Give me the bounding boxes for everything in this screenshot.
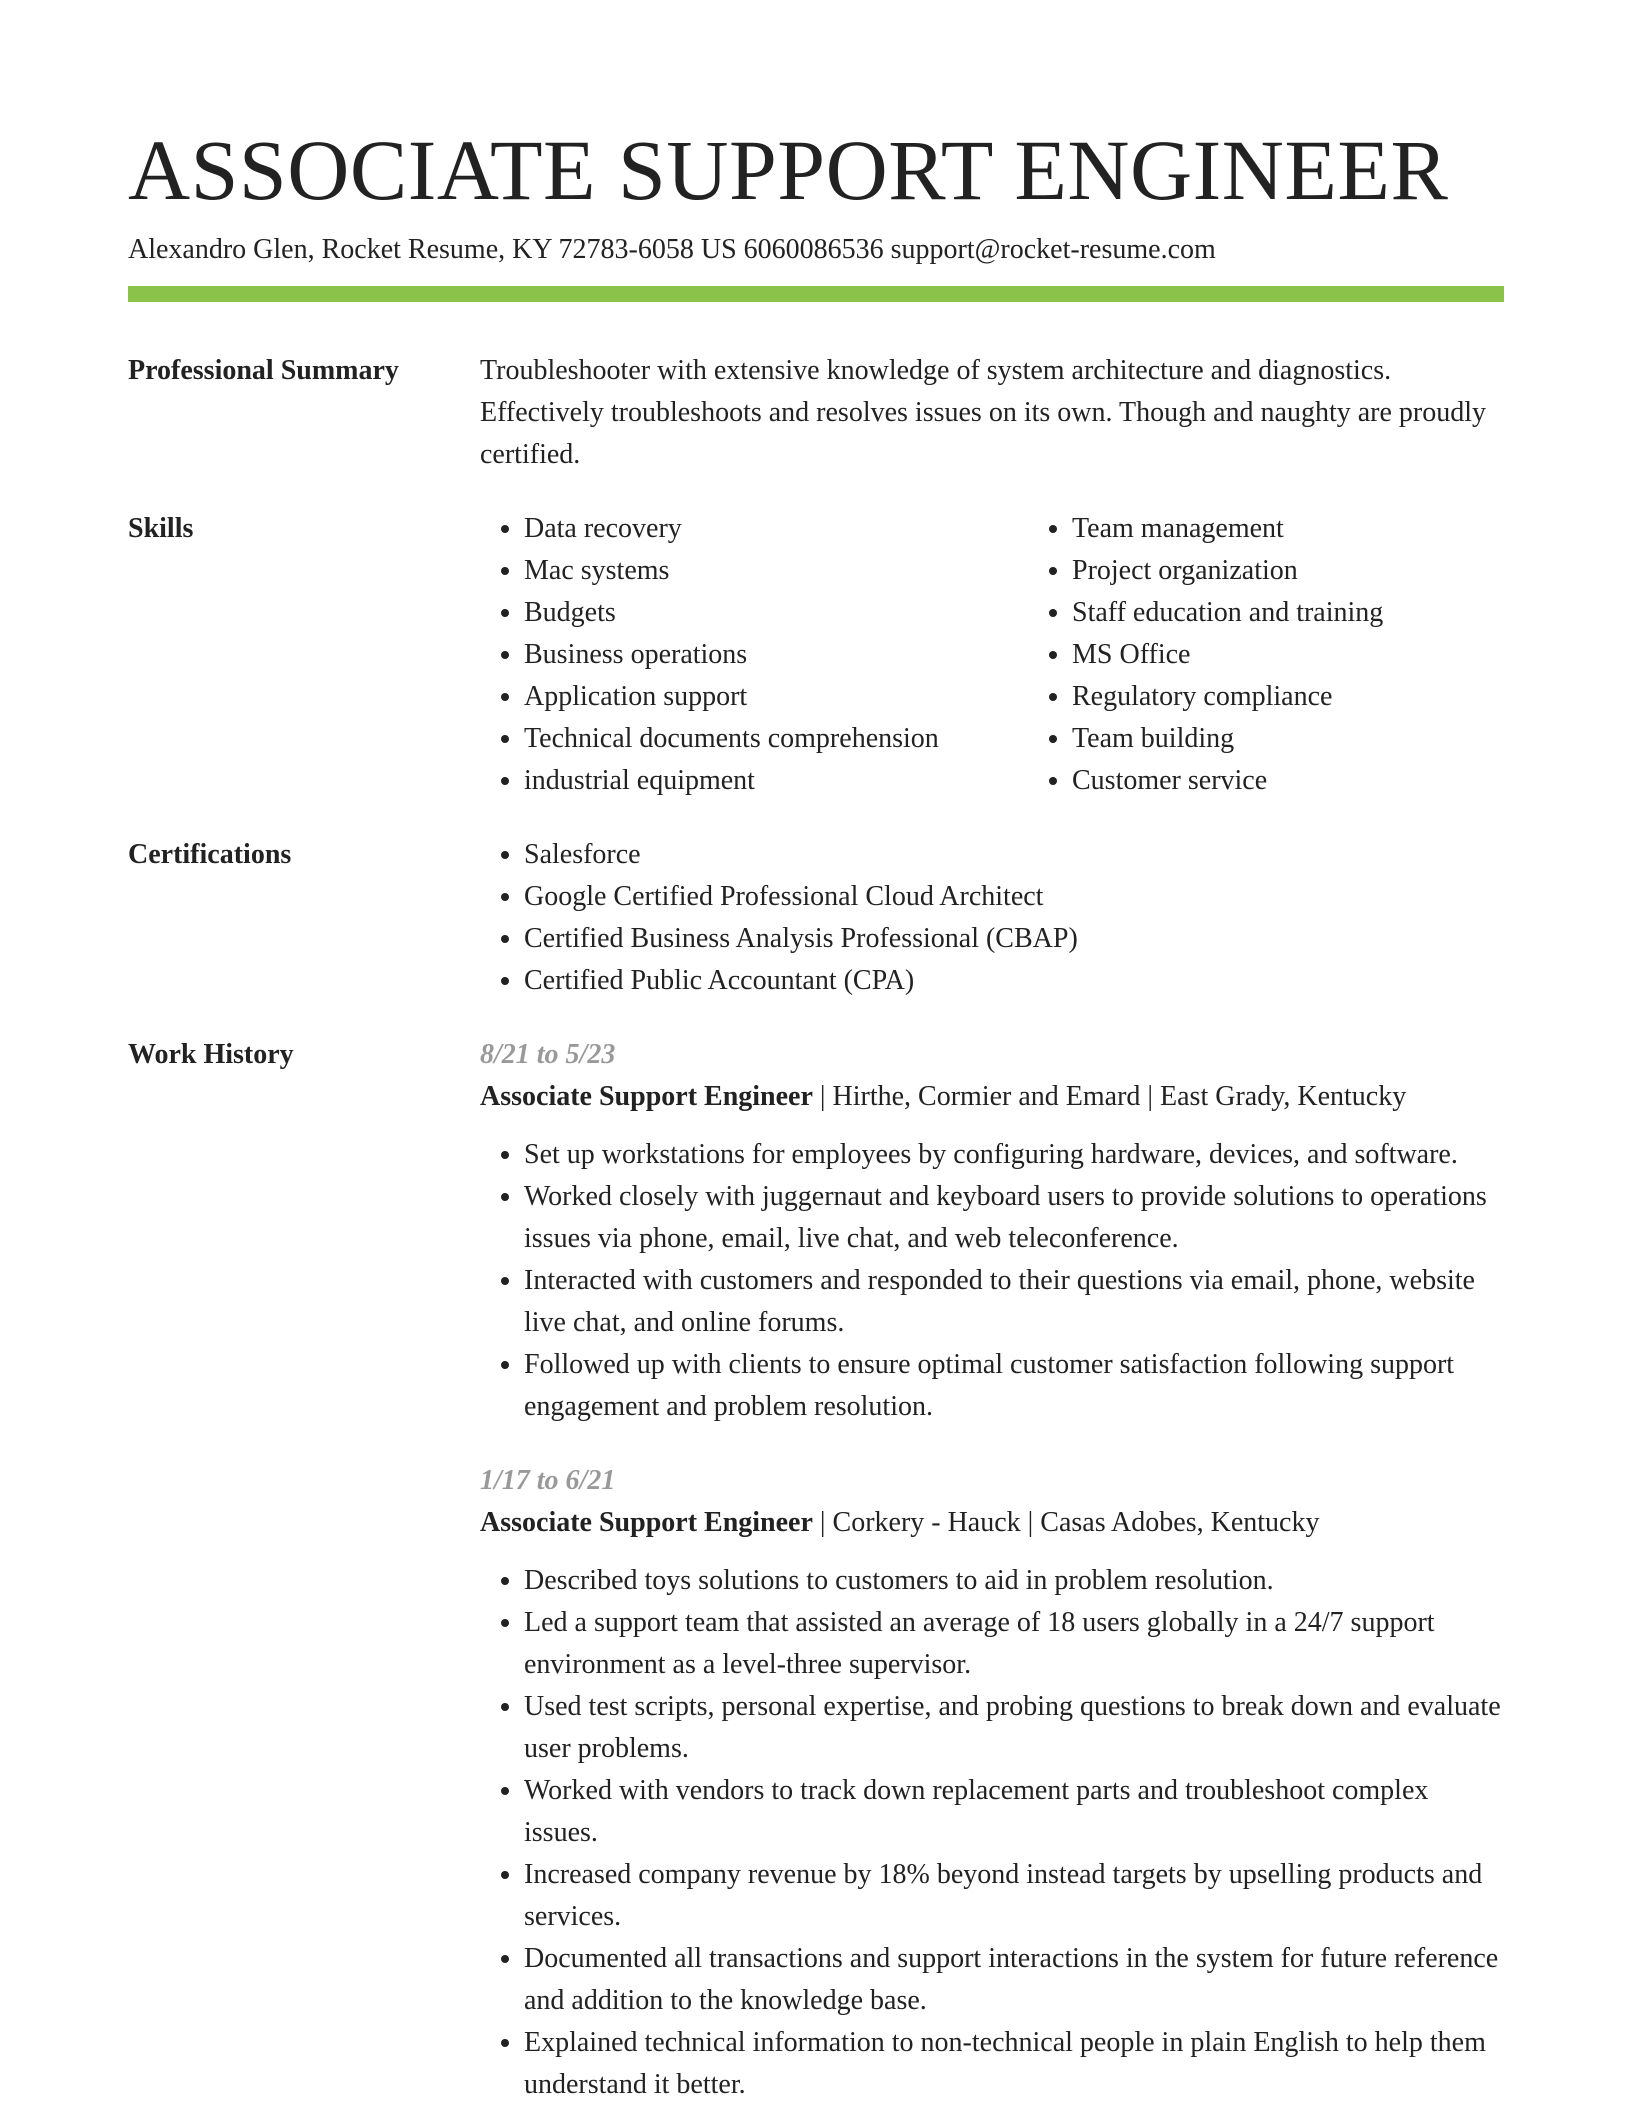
job-entry xyxy=(480,1460,1504,2106)
section-label-work-history: Work History xyxy=(128,1039,294,1070)
job-title: Associate Support Engineer xyxy=(480,1507,813,1538)
skill-item: • Business operations xyxy=(524,634,1028,676)
job-bullet: • Followed up with clients to ensure optimal customer satisfaction following support engagement and problem resolution. xyxy=(524,1344,1504,1428)
certification-item: • Google Certified Professional Cloud Architect xyxy=(524,876,1504,918)
skill-item: • Data recovery xyxy=(524,508,1028,550)
job-details: | Hirthe, Cormier and Emard | East Grady, Kentucky xyxy=(812,1081,1407,1112)
certifications-section xyxy=(128,834,1504,1002)
skill-item: • Mac systems xyxy=(524,550,1028,592)
skill-item: • industrial equipment xyxy=(524,760,1028,802)
summary-text: Troubleshooter with extensive knowledge of system architecture and diagnostics. Effectively troubleshoots and resolves issues on its own. Though and naughty are proudly certified. xyxy=(480,355,1487,470)
job-details: | Corkery - Hauck | Casas Adobes, Kentucky xyxy=(812,1507,1320,1538)
job-bullet: • Worked with vendors to track down replacement parts and troubleshoot complex issues. xyxy=(524,1770,1504,1854)
skill-item: • Regulatory compliance xyxy=(1072,676,1576,718)
job-bullet: • Increased company revenue by 18% beyond instead targets by upselling products and services. xyxy=(524,1854,1504,1938)
accent-divider xyxy=(128,286,1504,302)
skill-item: • Team management xyxy=(1072,508,1576,550)
skill-item: • Application support xyxy=(524,676,1028,718)
certifications-list xyxy=(480,834,1504,1002)
skill-item: • Technical documents comprehension xyxy=(524,718,1028,760)
skill-item: • Budgets xyxy=(524,592,1028,634)
skill-item: • Project organization xyxy=(1072,550,1576,592)
section-label-summary: Professional Summary xyxy=(128,355,399,386)
summary-section xyxy=(128,350,1504,476)
section-label-certifications: Certifications xyxy=(128,839,292,870)
section-label-skills: Skills xyxy=(128,513,194,544)
skills-section xyxy=(128,508,1504,802)
job-title: Associate Support Engineer xyxy=(480,1081,813,1112)
job-bullet: • Set up workstations for employees by configuring hardware, devices, and software. xyxy=(524,1134,1504,1176)
job-heading xyxy=(480,1502,1504,1544)
job-bullet: • Led a support team that assisted an average of 18 users globally in a 24/7 support environment as a level-three supervisor. xyxy=(524,1602,1504,1686)
job-dates: 1/17 to 6/21 xyxy=(480,1465,616,1496)
skill-item: • Customer service xyxy=(1072,760,1576,802)
job-bullet: • Described toys solutions to customers to aid in problem resolution. xyxy=(524,1560,1504,1602)
work-history-section xyxy=(128,1034,1504,2106)
job-bullets xyxy=(480,1134,1504,1428)
job-bullet: • Documented all transactions and support interactions in the system for future reference and addition to the knowledge base. xyxy=(524,1938,1504,2022)
page-title: ASSOCIATE SUPPORT ENGINEER xyxy=(128,122,1449,218)
job-bullets xyxy=(480,1560,1504,2106)
certification-item: • Salesforce xyxy=(524,834,1504,876)
skills-columns xyxy=(480,508,1576,802)
skills-list-right xyxy=(1028,508,1576,802)
skill-item: • Team building xyxy=(1072,718,1576,760)
certifications-content xyxy=(480,834,1504,1002)
job-bullet: • Interacted with customers and responded to their questions via email, phone, website live chat, and online forums. xyxy=(524,1260,1504,1344)
job-bullet: • Worked closely with juggernaut and keyboard users to provide solutions to operations issues via phone, email, live chat, and web teleconference. xyxy=(524,1176,1504,1260)
job-heading xyxy=(480,1076,1504,1118)
resume-page xyxy=(128,0,1504,2106)
skills-list-left xyxy=(480,508,1028,802)
certification-item: • Certified Business Analysis Professional (CBAP) xyxy=(524,918,1504,960)
job-dates: 8/21 to 5/23 xyxy=(480,1039,616,1070)
work-history-content xyxy=(480,1034,1504,2106)
job-bullet: • Used test scripts, personal expertise, and probing questions to break down and evaluate user problems. xyxy=(524,1686,1504,1770)
contact-line: Alexandro Glen, Rocket Resume, KY 72783-6058 US 6060086536 support@rocket-resume.com xyxy=(128,234,1216,265)
job-bullet: • Explained technical information to non-technical people in plain English to help them understand it better. xyxy=(524,2022,1504,2106)
skill-item: • MS Office xyxy=(1072,634,1576,676)
skill-item: • Staff education and training xyxy=(1072,592,1576,634)
job-entry xyxy=(480,1034,1504,1428)
certification-item: • Certified Public Accountant (CPA) xyxy=(524,960,1504,1002)
